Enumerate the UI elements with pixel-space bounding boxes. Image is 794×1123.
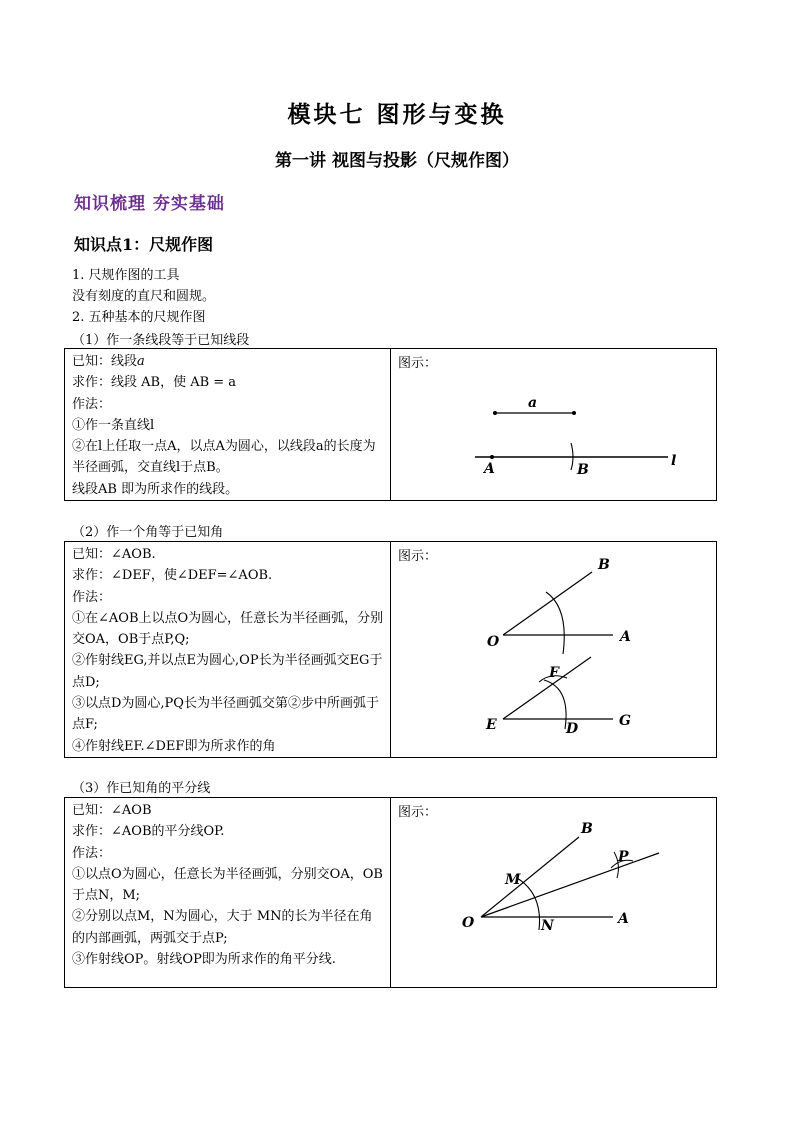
angle-bisector-figure	[391, 798, 716, 989]
box3-step1: ①以点O为圆心，任意长为半径画弧，分别交OA，OB于点N，M;	[72, 866, 383, 904]
box1-construct: 求作：线段 AB，使 AB = a	[72, 375, 237, 391]
box3-method: 作法：	[72, 845, 112, 861]
box1-figure-caption: 图示：	[398, 356, 438, 371]
box2-step2: ②作射线EG,并以点E为圆心,OP长为半径画弧交EG于点D;	[72, 653, 383, 690]
intro-line-2: 没有刻度的直尺和圆规。	[72, 289, 216, 304]
angle-copy-figure	[391, 542, 716, 755]
box2-given: 已知：∠AOB.	[72, 547, 156, 562]
box1-conclusion: 线段AB 即为所求作的线段。	[72, 481, 239, 497]
box2-figure-cell	[391, 542, 717, 758]
box3-heading: （3）作已知角的平分线	[72, 781, 211, 796]
knowledge-point-heading: 知识点1：尺规作图	[74, 235, 214, 254]
label-l: l	[671, 453, 677, 469]
box1-figure-cell	[391, 349, 717, 501]
box1-heading: （1）作一条线段等于已知线段	[72, 333, 250, 348]
label-A: A	[484, 461, 495, 477]
label-B: B	[577, 462, 589, 478]
label-A: A	[620, 629, 631, 645]
label-O: O	[487, 634, 500, 650]
box2-step1: ①在∠AOB上以点O为圆心，任意长为半径画弧，分别交OA，OB于点P,Q;	[72, 610, 384, 648]
label-F: F	[549, 665, 559, 681]
label-E: E	[486, 717, 497, 733]
box2-table	[64, 541, 717, 758]
label-D: D	[566, 721, 579, 737]
box1-step1: ①作一条直线l	[72, 417, 155, 433]
box3-figure-caption: 图示：	[398, 805, 438, 820]
page-title: 模块七 图形与变换	[287, 101, 507, 128]
box3-step3: ③作射线OP。射线OP即为所求作的角平分线.	[72, 952, 336, 968]
box1-step2: ②在l上任取一点A，以点A为圆心，以线段a的长度为半径画弧，交直线l于点B。	[72, 439, 376, 476]
box2-text-cell	[65, 542, 391, 758]
box2-construct: 求作：∠DEF，使∠DEF=∠AOB.	[72, 568, 273, 584]
box1-given: 已知：线段a	[72, 354, 145, 369]
label-M: M	[505, 872, 521, 888]
label-G: G	[619, 713, 631, 729]
label-A: A	[618, 911, 629, 927]
segment-construction-figure	[391, 349, 716, 498]
intro-line-1: 1. 尺规作图的工具	[72, 268, 180, 283]
box3-given: 已知：∠AOB	[72, 803, 152, 818]
intro-line-3: 2. 五种基本的尺规作图	[72, 310, 206, 325]
lesson-title: 第一讲 视图与投影（尺规作图）	[275, 151, 519, 171]
label-B: B	[598, 557, 610, 573]
section-heading: 知识梳理 夯实基础	[74, 194, 225, 214]
box1-text-cell	[65, 349, 391, 501]
box3-construct: 求作：∠AOB的平分线OP.	[72, 824, 225, 840]
box1-table	[64, 348, 717, 501]
label-N: N	[541, 918, 554, 934]
box2-step3: ③以点D为圆心,PQ长为半径画弧交第②步中所画弧于点F;	[72, 696, 379, 733]
box1-method: 作法：	[72, 396, 112, 412]
label-B: B	[581, 821, 593, 837]
box3-step2: ②分别以点M，N为圆心，大于 MN的长为半径在角的内部画弧，两弧交于点P;	[72, 909, 373, 946]
box2-heading: （2）作一个角等于已知角	[72, 525, 224, 540]
box2-figure-caption: 图示：	[398, 549, 438, 564]
box3-table	[64, 797, 717, 988]
box2-method: 作法：	[72, 589, 112, 605]
label-O: O	[462, 915, 475, 931]
box2-step4: ④作射线EF.∠DEF即为所求作的角	[72, 738, 276, 754]
label-a: a	[528, 395, 538, 411]
box3-text-cell	[65, 798, 391, 988]
label-P: P	[618, 849, 629, 865]
box3-figure-cell	[391, 798, 717, 988]
